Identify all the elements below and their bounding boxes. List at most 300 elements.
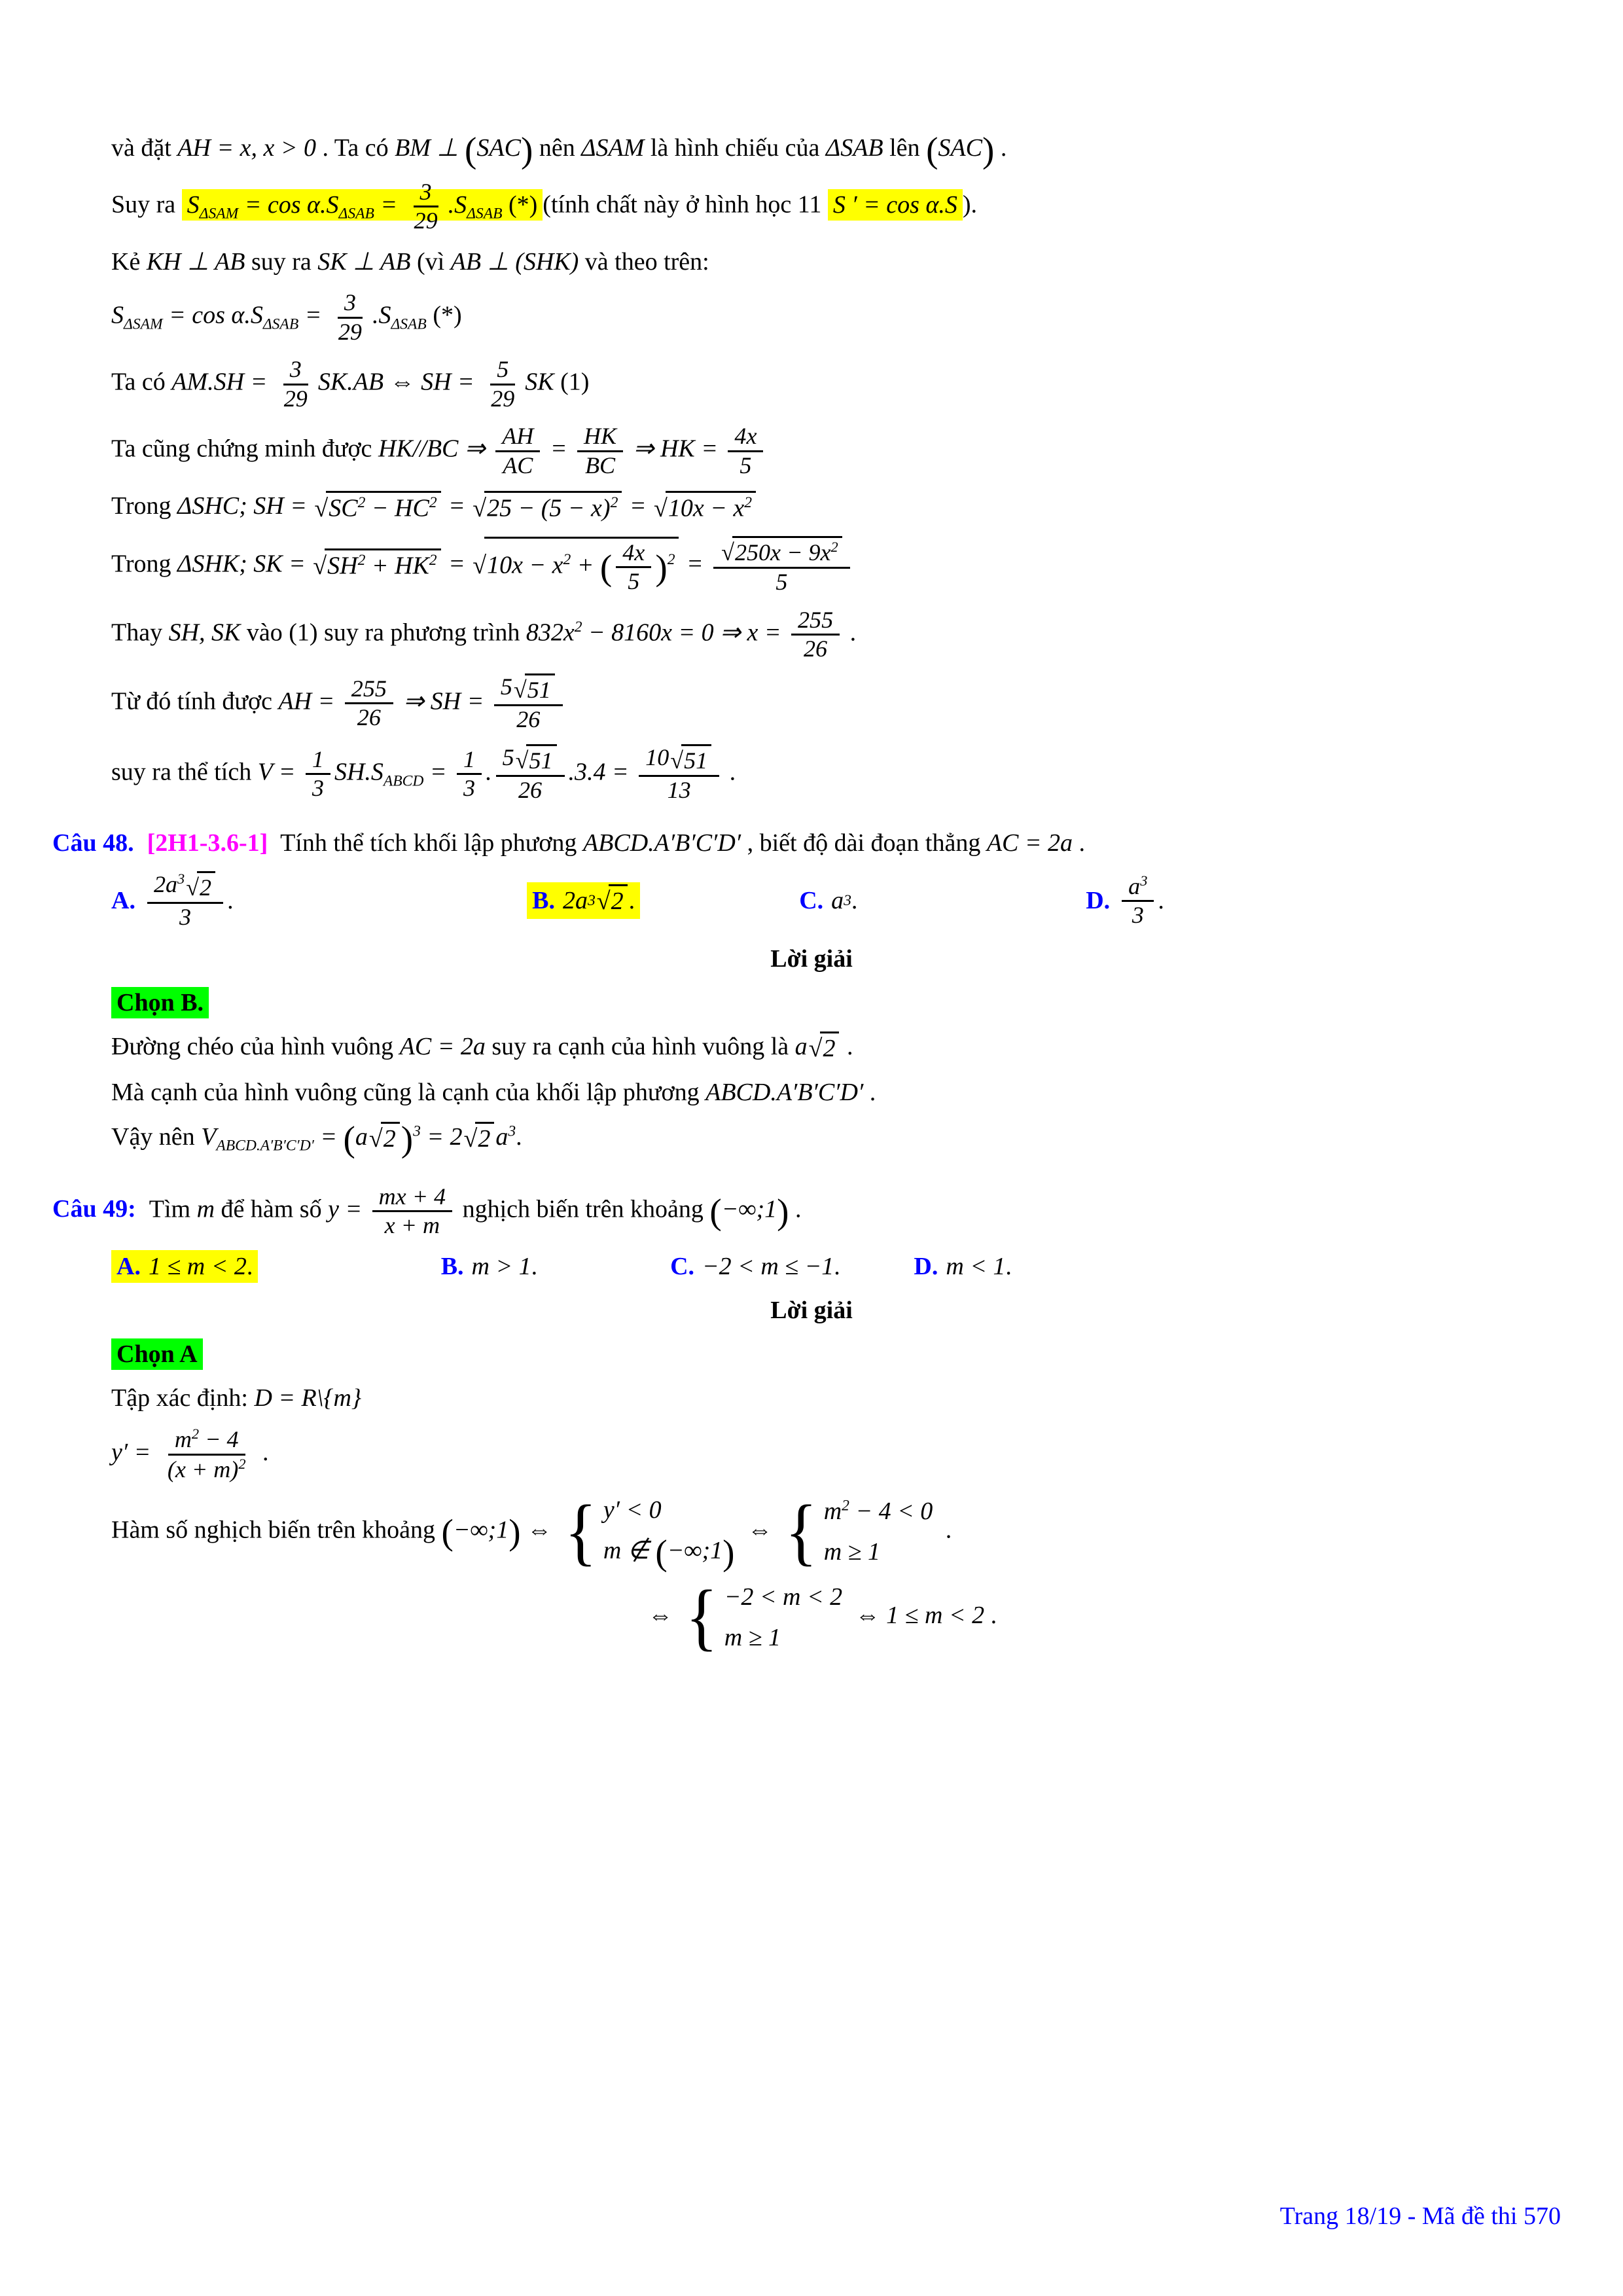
correct-answer-highlight xyxy=(111,1250,258,1283)
solution-line xyxy=(111,536,1544,596)
denominator xyxy=(769,569,794,596)
plain-text: . xyxy=(844,619,857,647)
answer-option xyxy=(527,882,799,919)
radicand xyxy=(732,536,842,567)
math-text: 10x − x xyxy=(668,494,745,522)
math-text: AC = 2a xyxy=(986,829,1073,857)
plain-text: (vì xyxy=(410,247,451,276)
loi-giai-heading: Lời giải xyxy=(770,1296,853,1324)
math-text: 26 xyxy=(357,704,381,731)
superscript: 3 xyxy=(508,1122,516,1140)
math-text: 29 xyxy=(283,385,308,412)
numerator xyxy=(457,746,482,776)
math-text: S ′ = cos α.S xyxy=(832,190,957,219)
math-text: 250x − 9x xyxy=(734,539,831,565)
math-text: ⇒ SH = xyxy=(397,687,490,715)
case-row xyxy=(824,1495,933,1528)
math-text: = cos α. xyxy=(238,190,327,219)
radical-icon: √ xyxy=(313,552,327,580)
big-paren: ( xyxy=(465,130,477,170)
option-letter: D. xyxy=(1086,887,1111,915)
math-text: m xyxy=(196,1195,215,1223)
math-text: 2a xyxy=(562,887,588,915)
solution-line xyxy=(111,423,1544,479)
answer-option xyxy=(111,870,527,931)
question-paragraph xyxy=(52,1183,1544,1240)
math-text: y = xyxy=(328,1195,368,1223)
case-rows xyxy=(724,1581,842,1655)
math-text: 26 xyxy=(516,706,541,733)
solution-line xyxy=(111,490,1544,526)
correct-answer-highlight xyxy=(527,882,640,919)
radicand xyxy=(525,673,555,704)
case-row xyxy=(603,1494,735,1527)
math-text: = xyxy=(423,758,454,786)
math-text: 2 xyxy=(200,874,212,901)
plain-text: Trong xyxy=(111,492,178,520)
math-text: ABCD.A′B′C′D′ xyxy=(705,1079,864,1107)
plain-text: và theo trên: xyxy=(579,247,709,276)
math-text: a xyxy=(495,1122,508,1151)
question-tag: [2H1-3.6-1] xyxy=(147,829,268,857)
math-text: 255 xyxy=(351,675,387,702)
square-root xyxy=(514,673,555,704)
square-root xyxy=(670,744,711,775)
subscript: ABCD.A′B′C′D′ xyxy=(216,1137,314,1155)
plain-text: để hàm số xyxy=(215,1195,329,1223)
case-rows xyxy=(603,1494,735,1573)
fraction xyxy=(484,356,521,412)
math-text: 51 xyxy=(684,747,708,774)
highlighted-text xyxy=(182,178,543,234)
math-text: 51 xyxy=(527,676,551,703)
radicand xyxy=(326,491,440,524)
math-text: m ∉ xyxy=(603,1536,656,1564)
math-text: m > 1 xyxy=(471,1252,531,1280)
radicand xyxy=(325,548,440,581)
question-paragraph xyxy=(52,827,1544,860)
plain-text: Kẻ xyxy=(111,247,147,276)
plain-text: . Ta có xyxy=(315,134,395,162)
math-text: 3 xyxy=(344,289,356,316)
denominator xyxy=(378,1212,446,1240)
denominator xyxy=(510,706,546,734)
numerator xyxy=(791,607,840,636)
plain-text: Tập xác định: xyxy=(111,1384,255,1412)
math-text: 4x xyxy=(622,539,645,565)
chosen-answer-line xyxy=(111,986,1544,1020)
plain-text: Từ đó tính được xyxy=(111,687,279,715)
plain-text: Ta cũng chứng minh được xyxy=(111,435,378,463)
superscript: 3 xyxy=(587,891,596,909)
plain-text: . xyxy=(1005,1252,1012,1280)
option-letter: C. xyxy=(670,1252,695,1280)
math-text: 29 xyxy=(491,385,515,412)
math-text: SK ⊥ AB xyxy=(317,247,411,276)
highlighted-text xyxy=(828,189,963,221)
answer-option xyxy=(914,1252,1544,1281)
numerator xyxy=(495,423,540,452)
math-text: a xyxy=(355,1122,368,1151)
case-rows xyxy=(824,1495,933,1569)
math-text: BC xyxy=(585,452,616,478)
question-label: Câu 49: xyxy=(52,1195,136,1223)
radical-icon: √ xyxy=(463,1124,478,1153)
math-text: 4x xyxy=(734,423,757,450)
left-brace: { xyxy=(685,1575,718,1659)
math-text: m xyxy=(174,1426,192,1453)
math-text: ⇔ 1 ≤ m < 2 xyxy=(849,1602,991,1630)
numerator xyxy=(728,423,763,452)
math-text: 10x − x xyxy=(487,551,563,579)
math-text: AC = 2a xyxy=(399,1033,486,1061)
math-text: . xyxy=(448,190,455,219)
big-paren: ) xyxy=(401,1119,414,1159)
math-text: ΔSHK; SK = xyxy=(177,550,312,578)
option-letter: B. xyxy=(440,1252,464,1280)
subscript: ABCD xyxy=(383,772,424,789)
math-text: 2 xyxy=(611,888,624,916)
plain-text: nghịch biến trên khoảng xyxy=(456,1195,710,1223)
superscript: 3 xyxy=(844,891,851,909)
math-text: 5 xyxy=(502,744,514,770)
math-text: S xyxy=(111,301,124,329)
math-text: ⇔ xyxy=(520,1516,558,1544)
superscript: 2 xyxy=(429,493,437,511)
numerator xyxy=(639,744,719,777)
math-text: − HC xyxy=(365,494,429,522)
math-text: 13 xyxy=(667,777,691,804)
radical-icon: √ xyxy=(670,747,684,774)
subscript: ΔSAM xyxy=(199,205,239,223)
math-text: 26 xyxy=(518,777,543,804)
solution-line xyxy=(111,1121,1544,1157)
fraction xyxy=(147,870,223,931)
square-root xyxy=(654,491,756,526)
math-text: 25 − (5 − x) xyxy=(487,494,611,522)
math-text: S xyxy=(454,190,467,219)
numerator xyxy=(283,356,308,386)
subscript: ΔSAM xyxy=(124,315,163,333)
numerator xyxy=(577,423,623,452)
math-text: S xyxy=(326,190,339,219)
square-root xyxy=(597,884,628,917)
math-text: 5 xyxy=(776,569,788,596)
math-text: ⇔ xyxy=(648,1602,679,1630)
system-of-conditions xyxy=(564,1490,735,1573)
denominator xyxy=(306,775,330,802)
math-text: SH.S xyxy=(334,758,383,786)
math-text: − 4 < 0 xyxy=(849,1498,933,1526)
chosen-answer-line xyxy=(111,1338,1544,1371)
plain-text: Ta có xyxy=(111,368,172,396)
math-text: 1 xyxy=(312,745,324,772)
plain-text: Tính thể tích khối lập phương xyxy=(274,829,583,857)
math-text: . xyxy=(486,758,492,786)
math-text: = xyxy=(313,1122,344,1151)
case-row xyxy=(724,1581,842,1614)
big-paren: ( xyxy=(441,1512,454,1552)
math-text: SAC xyxy=(476,134,521,162)
big-paren: ) xyxy=(520,130,533,170)
superscript: 2 xyxy=(357,552,366,569)
square-root xyxy=(516,744,557,775)
plain-text: Vậy nên xyxy=(111,1122,202,1151)
math-text: 5 xyxy=(628,568,640,595)
question-label: Câu 48. xyxy=(52,829,134,857)
numerator xyxy=(490,356,515,386)
plain-text: Hàm số nghịch biến trên khoảng xyxy=(111,1516,442,1544)
numerator xyxy=(713,536,850,569)
math-text: 5 xyxy=(497,356,509,383)
solution-line xyxy=(111,1076,1544,1109)
superscript: 2 xyxy=(744,493,753,511)
denominator xyxy=(496,452,539,480)
big-paren: ( xyxy=(343,1119,355,1159)
solution-line xyxy=(111,132,1544,168)
plain-text: . xyxy=(789,1195,802,1223)
math-text: S xyxy=(187,190,200,219)
math-text: + HK xyxy=(365,552,429,580)
math-text: m < 1 xyxy=(946,1252,1006,1280)
denominator xyxy=(277,386,314,413)
subscript: ΔSAB xyxy=(338,205,374,223)
left-brace: { xyxy=(785,1490,817,1573)
radicand xyxy=(820,1031,839,1064)
radical-icon: √ xyxy=(515,747,529,774)
numerator xyxy=(496,744,565,777)
square-root xyxy=(809,1031,840,1066)
plain-text: . xyxy=(531,1252,538,1280)
math-text: 29 xyxy=(414,207,438,234)
radicand xyxy=(381,1122,400,1155)
math-text: 2 xyxy=(823,1035,836,1063)
fraction xyxy=(332,289,368,346)
superscript: 3 xyxy=(413,1122,421,1140)
loi-giai-heading: Lời giải xyxy=(770,944,853,973)
math-text: AH xyxy=(502,423,534,450)
page-footer: Trang 18/19 - Mã đề thi 570 xyxy=(1279,2202,1561,2230)
solution-line xyxy=(111,356,1544,412)
math-text: ⇒ HK = xyxy=(627,435,724,463)
plain-text: . xyxy=(851,887,858,915)
math-text: SK.AB ⇔ SH = xyxy=(317,368,481,396)
answer-option xyxy=(441,1252,670,1281)
left-brace: { xyxy=(564,1490,597,1573)
numerator xyxy=(338,289,363,319)
numerator xyxy=(1122,872,1154,903)
plain-text: Mà cạnh của hình vuông cũng là cạnh của khối lập phương xyxy=(111,1079,706,1107)
math-text: 10 xyxy=(645,744,669,770)
radicand xyxy=(681,744,711,775)
numerator xyxy=(147,870,223,904)
plain-text: . xyxy=(227,887,234,915)
math-text: 3 xyxy=(289,356,302,383)
fraction xyxy=(494,673,563,734)
fraction xyxy=(345,675,393,732)
math-text: −2 < m ≤ −1 xyxy=(702,1252,834,1280)
square-root xyxy=(369,1122,400,1156)
solution-line xyxy=(111,179,1544,235)
plain-text: . xyxy=(990,1602,997,1630)
plain-text: . xyxy=(834,1252,840,1280)
math-text: −∞;1 xyxy=(667,1536,723,1564)
math-text: AB ⊥ (SHK) xyxy=(450,247,579,276)
math-text: = 2 xyxy=(420,1122,463,1151)
math-text: − 4 xyxy=(199,1426,239,1453)
plain-text: (1) xyxy=(554,368,590,396)
math-text: ⇔ xyxy=(741,1516,779,1544)
radicand xyxy=(666,491,756,524)
fraction xyxy=(277,356,314,412)
math-text: 1 xyxy=(463,745,476,772)
math-text: D = R\{m} xyxy=(254,1384,362,1412)
solution-line xyxy=(111,744,1544,804)
math-text: SC xyxy=(329,494,358,522)
math-text: y′ < 0 xyxy=(603,1496,662,1524)
math-text: −2 < m < 2 xyxy=(724,1583,843,1611)
plain-text: lên xyxy=(883,134,927,162)
superscript: 2 xyxy=(238,1455,246,1472)
superscript: 2 xyxy=(842,1497,849,1515)
math-text: 1 ≤ m < 2 xyxy=(148,1252,247,1280)
math-text: SK xyxy=(525,368,554,396)
superscript: 2 xyxy=(191,1426,200,1443)
solution-line xyxy=(111,1490,1544,1573)
answer-option xyxy=(799,886,1086,915)
square-root xyxy=(314,491,440,526)
math-text: 3 xyxy=(463,775,476,802)
case-row xyxy=(824,1535,933,1569)
math-text: SH xyxy=(327,552,358,580)
denominator xyxy=(161,1456,253,1484)
fraction xyxy=(1122,872,1154,929)
case-row xyxy=(724,1621,842,1655)
system-of-conditions xyxy=(685,1575,843,1659)
denominator xyxy=(408,207,444,235)
math-text: AM.SH = xyxy=(171,368,274,396)
math-text: ABCD.A′B′C′D′ xyxy=(582,829,741,857)
denominator xyxy=(1126,902,1150,929)
denominator xyxy=(484,386,521,413)
math-text: .3.4 = xyxy=(568,758,635,786)
fraction xyxy=(457,746,482,802)
math-text: = xyxy=(680,550,710,578)
radical-icon: √ xyxy=(473,494,487,522)
answer-options-row xyxy=(111,870,1544,931)
denominator xyxy=(579,452,622,480)
math-text: a xyxy=(794,1033,808,1061)
plain-text: . xyxy=(840,1033,853,1061)
fraction xyxy=(639,744,719,804)
square-root xyxy=(464,1122,495,1156)
square-root xyxy=(473,491,622,526)
big-paren: ) xyxy=(508,1512,521,1552)
math-text: 2 xyxy=(478,1124,491,1153)
solution-line xyxy=(111,245,1544,279)
fraction xyxy=(161,1426,253,1483)
superscript: 2 xyxy=(830,538,838,555)
math-text: S xyxy=(378,301,391,329)
solution-line xyxy=(648,1575,1544,1659)
solution-line xyxy=(111,1382,1544,1415)
radical-icon: √ xyxy=(473,551,487,579)
radical-icon: √ xyxy=(314,494,329,522)
denominator xyxy=(351,704,387,732)
math-text: KH ⊥ AB xyxy=(146,247,245,276)
math-text: 26 xyxy=(804,636,828,662)
math-text: V xyxy=(201,1122,217,1151)
math-text: ΔSHC; SH = xyxy=(177,492,313,520)
math-text: HK xyxy=(584,423,617,450)
big-paren: ) xyxy=(655,547,668,588)
subscript: ΔSAB xyxy=(467,205,503,223)
math-text: = cos α. xyxy=(162,301,251,329)
plain-text: Suy ra xyxy=(111,190,182,219)
math-text: 3 xyxy=(312,775,324,802)
math-text: SH, SK xyxy=(168,619,241,647)
plain-text: . xyxy=(1158,887,1164,915)
fraction xyxy=(496,744,565,804)
system-of-conditions xyxy=(785,1490,933,1573)
big-paren: ) xyxy=(777,1191,789,1232)
radicand xyxy=(484,491,622,524)
answer-options-row xyxy=(111,1250,1544,1283)
plain-text: . xyxy=(516,1122,522,1151)
radicand xyxy=(609,884,628,917)
denominator xyxy=(733,452,758,480)
denominator xyxy=(661,777,698,804)
math-text: a xyxy=(1128,872,1141,899)
plain-text: suy ra cạnh của hình vuông là xyxy=(485,1033,795,1061)
denominator xyxy=(457,775,482,802)
case-row xyxy=(603,1534,735,1571)
radical-icon: √ xyxy=(186,874,200,901)
fraction xyxy=(372,1183,453,1240)
superscript: 2 xyxy=(610,493,618,511)
big-paren: ) xyxy=(982,130,995,170)
math-text: − 8160x = 0 ⇒ x = xyxy=(582,619,787,647)
option-letter: A. xyxy=(116,1252,141,1280)
superscript: 2 xyxy=(563,550,571,568)
math-text: = xyxy=(374,190,404,219)
math-text: 832x xyxy=(526,619,575,647)
big-paren: ( xyxy=(709,1191,722,1232)
option-letter: B. xyxy=(532,887,555,915)
math-text: + xyxy=(571,551,600,579)
math-text: AC xyxy=(503,452,533,478)
plain-text: . xyxy=(256,1438,269,1466)
subscript: ΔSAB xyxy=(262,315,299,333)
math-text: 51 xyxy=(529,747,553,774)
plain-text: suy ra xyxy=(245,247,318,276)
denominator xyxy=(512,777,548,804)
math-text: 3 xyxy=(419,178,432,205)
numerator xyxy=(372,1183,453,1213)
square-root xyxy=(721,536,842,567)
math-text: mx + 4 xyxy=(378,1183,446,1210)
solution-line xyxy=(111,289,1544,346)
option-letter: A. xyxy=(111,887,135,915)
plain-text: . xyxy=(628,887,635,915)
square-root xyxy=(313,548,440,583)
answer-option xyxy=(1086,872,1544,929)
fraction xyxy=(713,536,850,596)
radicand xyxy=(475,1122,494,1155)
math-text: 3 xyxy=(1132,902,1144,929)
math-text: m ≥ 1 xyxy=(724,1623,781,1651)
math-text: = xyxy=(544,435,573,463)
